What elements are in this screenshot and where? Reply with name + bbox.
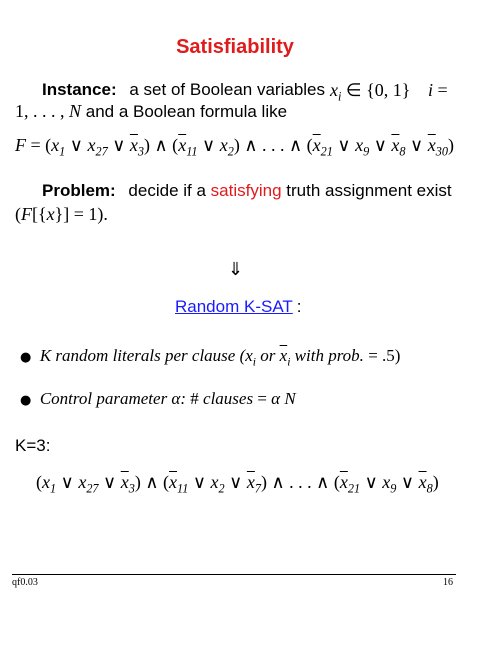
problem-line-1	[42, 181, 452, 201]
instance-text-2: and a Boolean formula like	[85, 102, 288, 121]
footer-rule	[12, 574, 456, 575]
instance-line-2: 1, . . . , N and a Boolean formula like	[15, 101, 288, 121]
problem-text-2: truth assignment exist	[286, 181, 452, 200]
slide-title: Satisfiability	[176, 36, 294, 58]
k3-formula: ($x_1$ ∨ $x_{27}$ ∨ $\overline{x}_3$) ∧ ($\overline{x}_{11}$ ∨ $x_2$ ∨ $\overline{x}_7$) ∧ . . . ∧ ($\overline{x}_{21}$ ∨ $x_9$ ∨ $\overline{x}_8$)	[36, 472, 439, 496]
index-i: i =	[428, 80, 448, 100]
problem-text-1: decide if a	[128, 181, 206, 200]
variable-domain: $x_i$ ∈ {0, 1}	[330, 80, 411, 104]
problem-label: Problem:	[42, 181, 116, 200]
formula-example: $F = (x_1$ ∨ $x_{27}$ ∨ $\overline{x}_3$) ∧ ($\overline{x}_{11}$ ∨ $x_2$) ∧ . . . ∧ ($\overline{x}_{21}$ ∨ $x_9$ ∨ $\overline{x}_8$ ∨ $\overline{x}_{30}$)	[15, 135, 454, 159]
instance-text-1: a set of Boolean variables	[129, 80, 325, 99]
footer-left: qf0.03	[12, 577, 38, 588]
random-ksat-link[interactable]: Random K-SAT	[175, 297, 293, 316]
bullet-item-2: ● Control parameter α: # clauses = α N	[20, 389, 296, 408]
satisfying-highlight: satisfying	[210, 181, 282, 200]
bullet-item-1: ● K random literals per clause ($x_i$ or $\overline{x}_i$ with prob. = .5)	[20, 346, 401, 369]
problem-condition: (F[{x}] = 1).	[15, 204, 108, 224]
down-arrow-icon: ⇓	[228, 259, 244, 280]
random-ksat-suffix: :	[296, 297, 302, 316]
page-number: 16	[443, 577, 453, 588]
instance-line-1	[42, 80, 325, 100]
instance-label: Instance:	[42, 80, 117, 99]
random-ksat-line	[175, 297, 302, 317]
k3-label: K=3:	[15, 436, 51, 455]
